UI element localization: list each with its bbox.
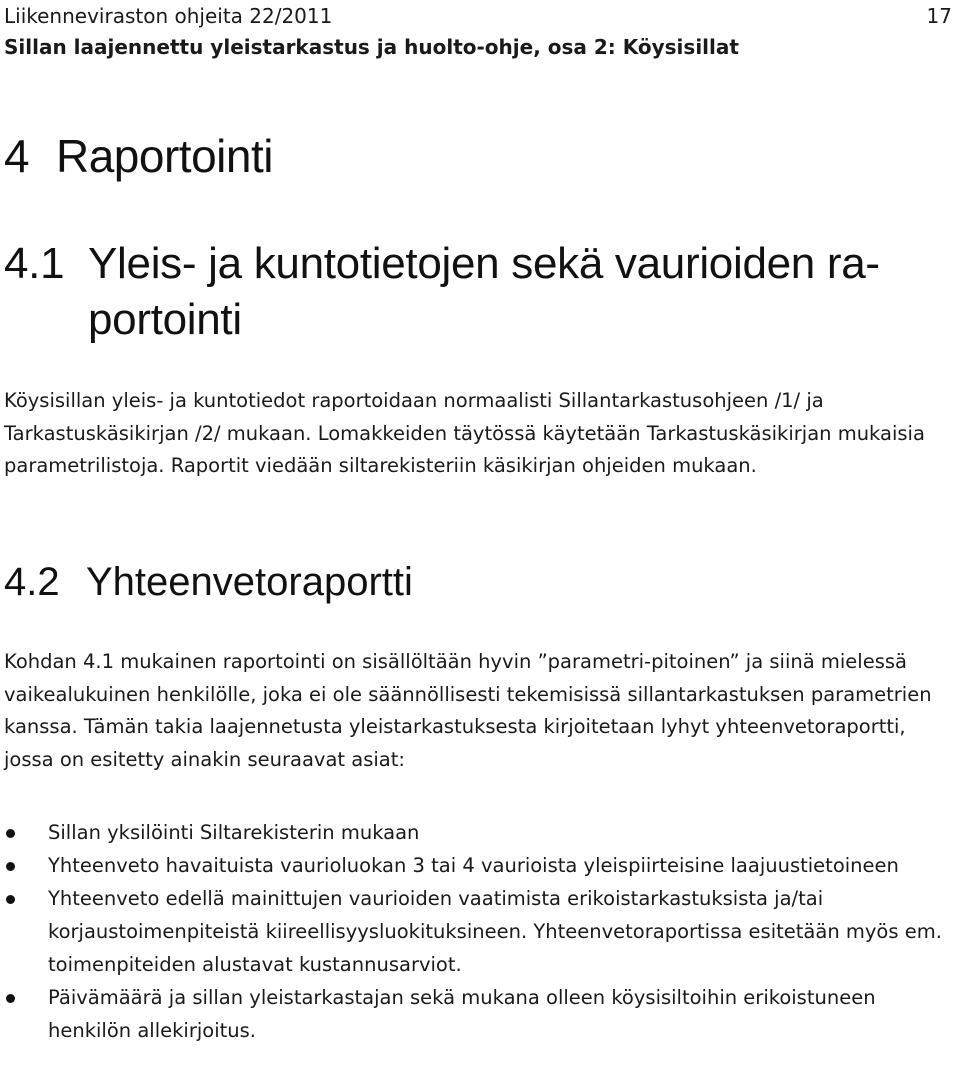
- running-header-title: Sillan laajennettu yleistarkastus ja huolto-ohje, osa 2: Köysisillat: [4, 35, 739, 59]
- running-header-publication: Liikenneviraston ohjeita 22/2011: [4, 4, 333, 28]
- list-item-text: Yhteenveto havaituista vaurioluokan 3 tai 4 vaurioista yleispiirteisine laajuustietoineen: [48, 854, 899, 877]
- list-item-text: Sillan yksilöinti Siltarekisterin mukaan: [48, 821, 420, 844]
- list-item-text: Päivämäärä ja sillan yleistarkastajan sekä mukana olleen köysisiltoihin erikoistuneen henkilön allekirjoitus.: [48, 986, 876, 1042]
- bullet-icon: [6, 895, 15, 904]
- bullet-icon: [6, 994, 15, 1003]
- list-item-text: Yhteenveto edellä mainittujen vaurioiden vaatimista erikoistarkastuksista ja/tai korjaustoimenpiteistä kiireellisyysluokituksineen. Yhteenvetoraportissa esitetään myös em. toimenpiteiden alustavat kustannusarviot.: [48, 887, 942, 976]
- section-4-1-title-line2: portointi: [88, 295, 242, 344]
- section-4-1-paragraph: Köysisillan yleis- ja kuntotiedot raportoidaan normaalisti Sillantarkastusohjeen /1/ ja Tarkastuskäsikirjan /2/ mukaan. Lomakkeiden täytössä käytetään Tarkastuskäsikirjan mukaisia parametrilistoja. Raportit viedään siltarekisteriin käsikirjan ohjeiden mukaan.: [4, 389, 925, 477]
- section-4-2-title: Yhteenvetoraportti: [86, 560, 413, 604]
- section-4-1-title-line1: Yleis- ja kuntotietojen sekä vaurioiden ra-: [88, 239, 880, 288]
- list-item: [4, 981, 956, 1047]
- chapter-title: Raportointi: [56, 130, 273, 182]
- summary-items-list: [4, 816, 956, 1047]
- list-item: [4, 849, 956, 882]
- section-4-2-number: 4.2: [4, 560, 60, 604]
- bullet-icon: [6, 862, 15, 871]
- bullet-icon: [6, 829, 15, 838]
- section-4-1-number: 4.1: [4, 239, 65, 288]
- page-number: 17: [926, 4, 952, 28]
- list-item: [4, 882, 956, 981]
- section-4-2-heading: [4, 556, 413, 608]
- list-item: [4, 816, 956, 849]
- section-4-2-paragraph: Kohdan 4.1 mukainen raportointi on sisällöltään hyvin ”parametri-pitoinen” ja siinä mielessä vaikealukuinen henkilölle, joka ei ole säännöllisesti tekemisissä sillantarkastuksen parametrien kanssa. Tämän takia laajennetusta yleistarkastuksesta kirjoitetaan lyhyt yhteenvetoraportti, jossa on esitetty ainakin seuraavat asiat:: [4, 650, 932, 771]
- section-4-1-heading: [4, 236, 944, 348]
- chapter-number: 4: [4, 130, 30, 182]
- chapter-heading: [4, 128, 273, 184]
